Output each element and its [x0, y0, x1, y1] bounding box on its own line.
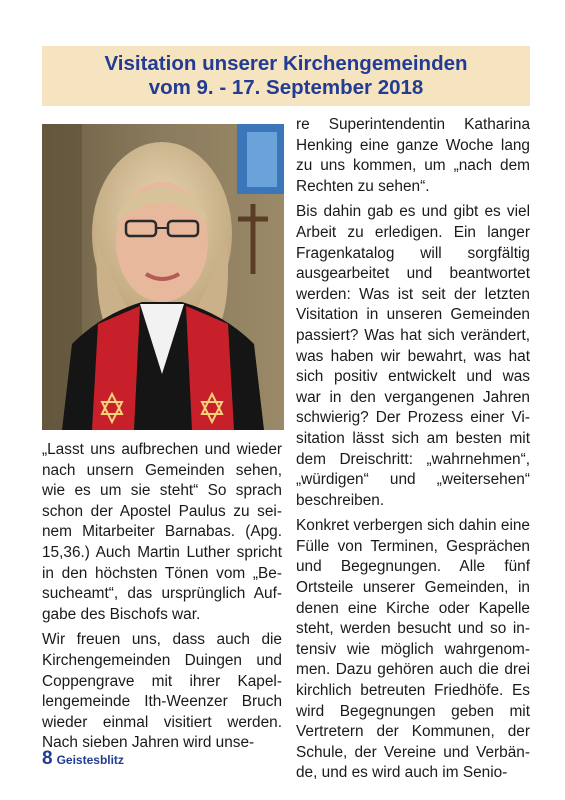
article-title-line-1: Visitation unserer Kirchengemeinden: [104, 52, 468, 75]
article-paragraph: Konkret verbergen sich dahin eine Fülle von Terminen, Gesprächen und Begegnungen. Alle fünf Ortsteile unserer Gemeinden, in denen eine Kirche oder Kapelle steht, werden besucht und so intensiv wie möglich wahrgenommen. Dazu gehören auch die drei kirchlich betreuten Friedhöfe. Es wird Begegnungen geben mit Vertretern der Kommunen, der Schule, der Vereine und Verbände, und es wird auch im Senio-: [296, 517, 530, 782]
superintendent-portrait-photo: [42, 124, 284, 430]
article-column-left: [42, 440, 282, 754]
article-paragraph: Bis dahin gab es und gibt es viel Arbeit zu erledigen. Ein langer Fragenkatalog will sorgfältig ausgearbeitet und beantwortet werden: Was ist seit der letzten Visitation in unseren Gemeinden passiert? Was hat sich verändert, was haben wir bewahrt, was hat sich positiv entwickelt und was war in den vergangenen Jahren schwierig? Der Prozess einer Visitation lässt sich am besten mit dem Dreischritt: „wahrnehmen“, „würdigen“ und „weitersehen“ beschreiben.: [296, 203, 530, 509]
article-title-line-2: vom 9. - 17. September 2018: [148, 76, 424, 99]
page-footer: [42, 748, 124, 770]
page-number: 8: [42, 748, 53, 769]
article-paragraph: Wir freuen uns, dass auch die Kirchengemeinden Duingen und Coppengrave mit ihrer Kapellengemeinde Ith-Weenzer Bruch wieder einmal visitiert werden. Nach sieben Jahren wird unse-: [42, 631, 282, 752]
magazine-name: Geistesblitz: [56, 753, 124, 767]
article-title-band: [42, 46, 530, 106]
article-paragraph: „Lasst uns aufbrechen und wieder nach unsern Gemeinden sehen, wie es um sie steht“ So sprach schon der Apostel Paulus zu seinem Mitarbeiter Barnabas. (Apg. 15,36.) Auch Martin Luther spricht in den höchsten Tönen vom „Besucheamt“, das ursprünglich Aufgabe des Bischofs war.: [42, 441, 282, 623]
article-paragraph: re Superintendentin Katharina Henking eine ganze Woche lang zu uns kommen, um „nach dem Rechten zu sehen“.: [296, 116, 530, 195]
article-column-right: [296, 115, 530, 784]
